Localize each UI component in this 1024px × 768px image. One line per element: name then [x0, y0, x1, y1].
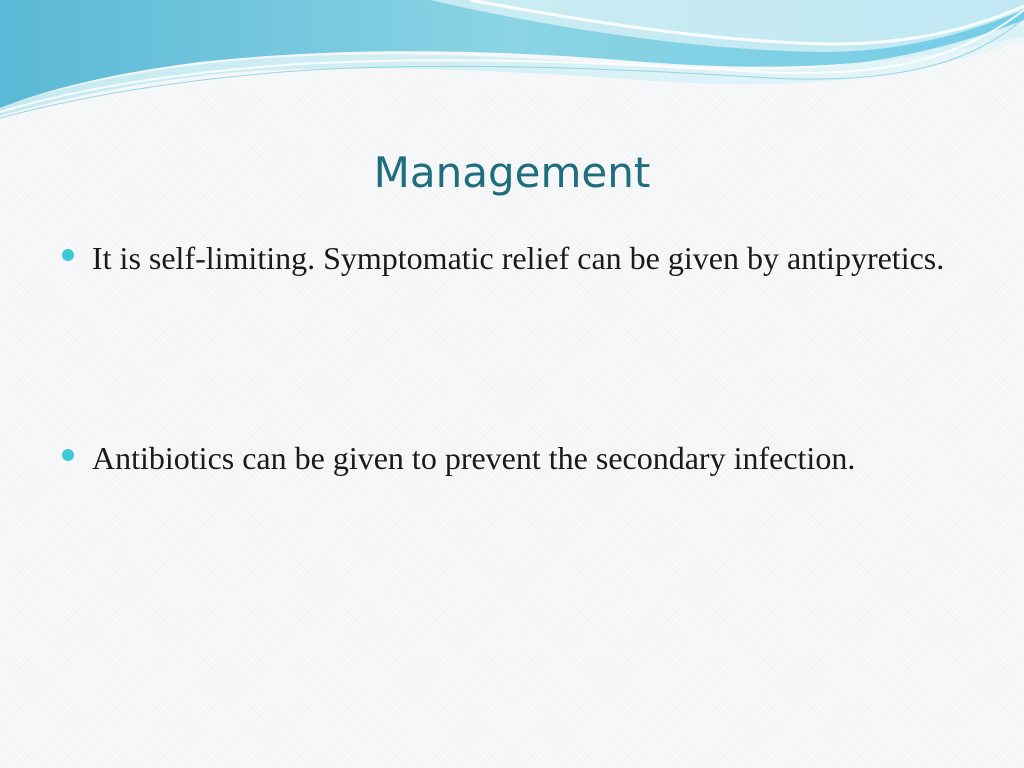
bullet-text: Antibiotics can be given to prevent the secondary infection.: [92, 440, 856, 476]
bullet-text: It is self-limiting. Symptomatic relief can be given by antipyretics.: [92, 240, 945, 276]
bullet-dot-icon: [62, 249, 74, 261]
slide-title: Management: [373, 148, 651, 197]
bullet-dot-icon: [62, 449, 74, 461]
